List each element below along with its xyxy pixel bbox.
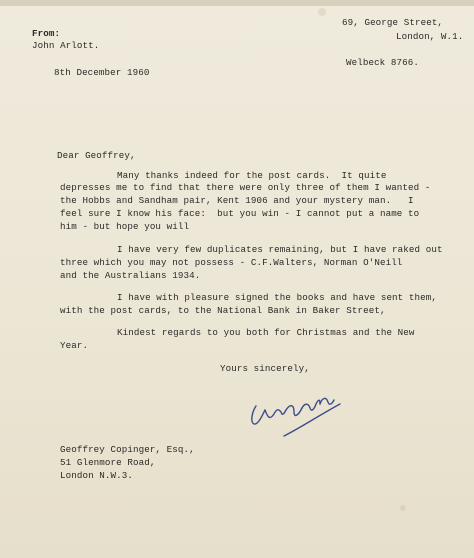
address-line-1: 69, George Street,: [342, 17, 444, 28]
text-line: with the post cards, to the National Bank in Baker Street,: [60, 305, 386, 316]
text-line: Many thanks indeed for the post cards. It quite: [117, 170, 387, 181]
recipient-name: Geoffrey Copinger, Esq.,: [60, 444, 195, 455]
handwritten-signature: [248, 392, 348, 440]
phone-number: Welbeck 8766.: [346, 57, 419, 68]
from-label: From:: [32, 28, 61, 39]
text-line: Kindest regards to you both for Christmas and the New: [117, 327, 415, 338]
address-line-2: London, W.1.: [396, 31, 464, 42]
text-line: depresses me to find that there were only three of them I wanted -: [60, 182, 431, 193]
paper-top-edge: [0, 0, 474, 6]
paper-stain: [318, 8, 326, 16]
text-line: I have very few duplicates remaining, but I have raked out: [117, 244, 443, 255]
recipient-city: London N.W.3.: [60, 470, 133, 481]
text-line: and the Australians 1934.: [60, 270, 201, 281]
sender-name: John Arlott.: [32, 40, 100, 51]
salutation: Dear Geoffrey,: [57, 150, 136, 161]
text-line: three which you may not possess - C.F.Walters, Norman O'Neill: [60, 257, 403, 268]
text-line: feel sure I know his face: but you win - I cannot put a name to: [60, 208, 420, 219]
text-line: Year.: [60, 340, 89, 351]
text-line: the Hobbs and Sandham pair, Kent 1906 and your mystery man. I: [60, 195, 414, 206]
text-line: I have with pleasure signed the books and have sent them,: [117, 292, 437, 303]
letter-date: 8th December 1960: [54, 67, 150, 78]
closing: Yours sincerely,: [220, 363, 310, 374]
text-line: him - but hope you will: [60, 221, 190, 232]
recipient-street: 51 Glenmore Road,: [60, 457, 156, 468]
paper-stain: [400, 505, 406, 511]
